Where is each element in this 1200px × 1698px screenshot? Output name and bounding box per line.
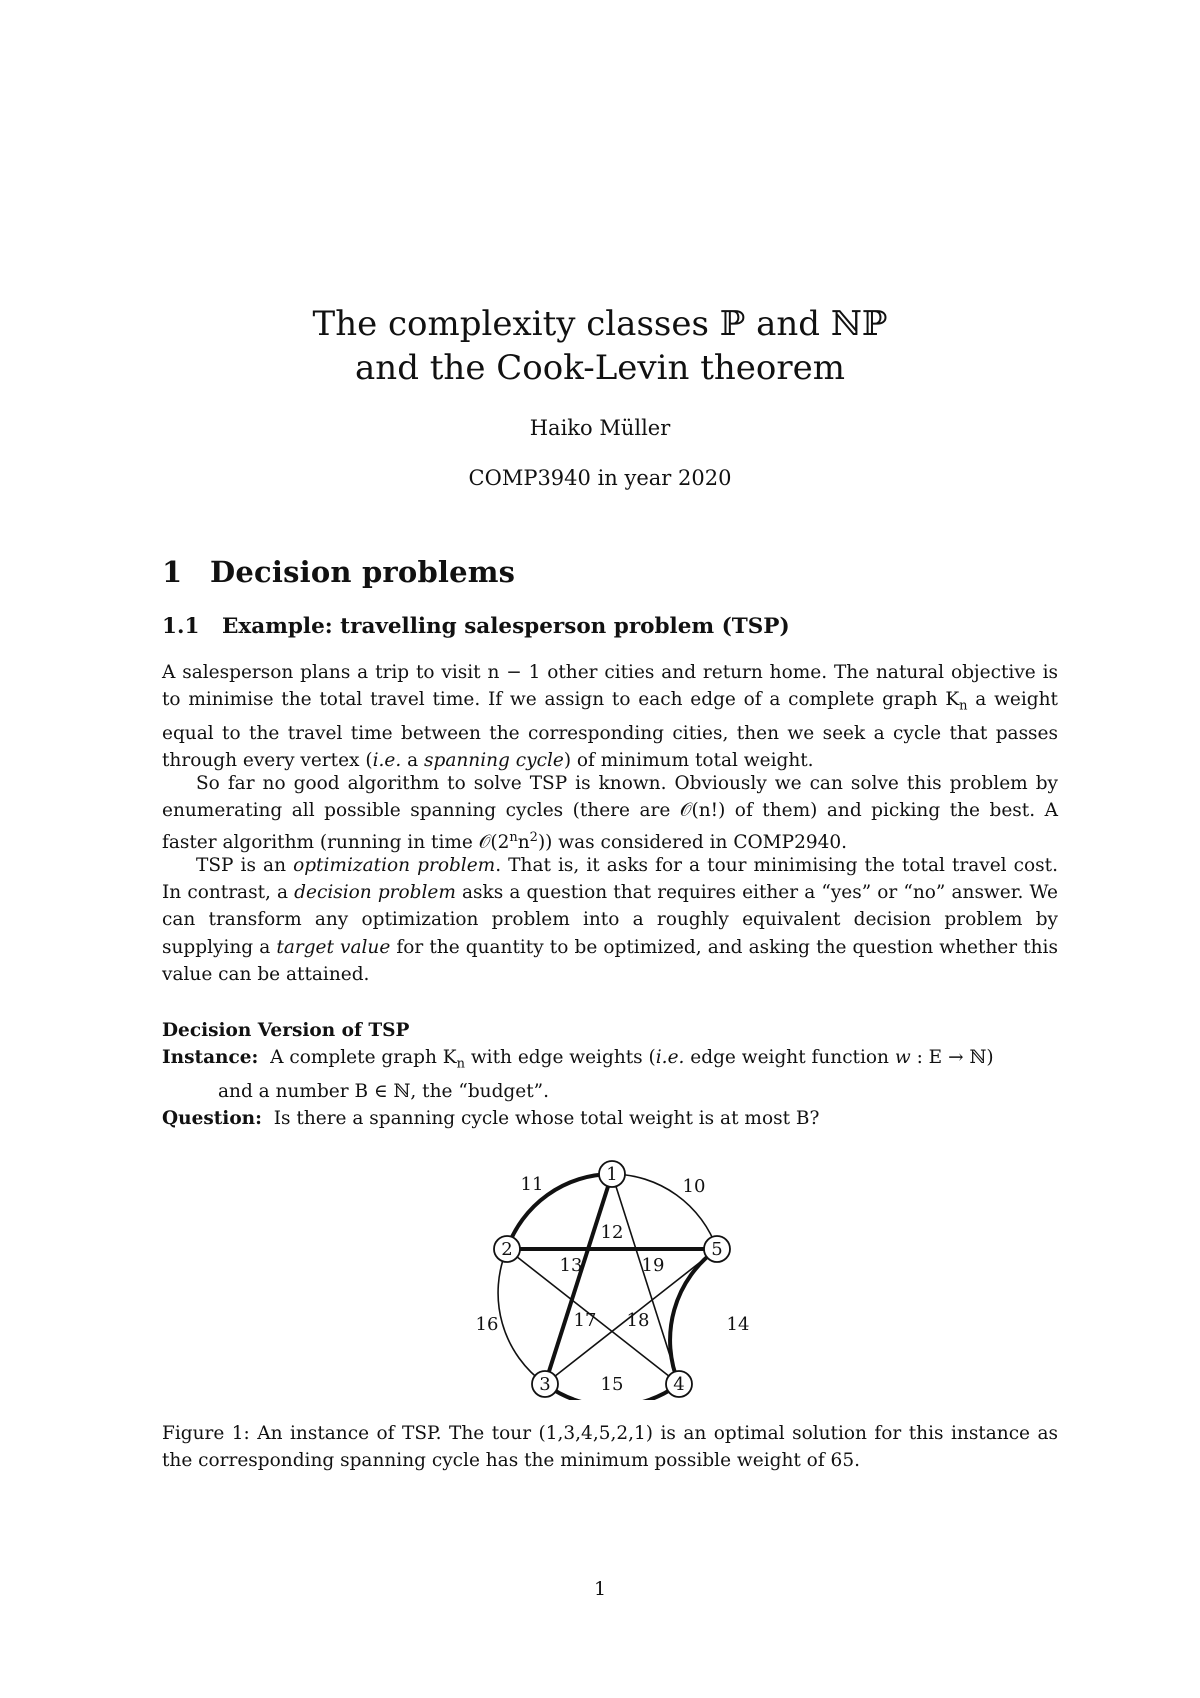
edge-weight-label: 16 — [475, 1314, 499, 1335]
emphasis: i.e. — [372, 750, 402, 772]
edge-weight-label: 10 — [682, 1176, 706, 1197]
edge-weight-label: 15 — [600, 1374, 624, 1395]
subsection-number: 1.1 — [162, 614, 200, 639]
text-run: for the quantity to be optimized, and asking the question whether this value can be attained. — [162, 936, 1058, 985]
question-line — [162, 1105, 1058, 1132]
paragraph-3 — [162, 852, 1058, 988]
instance-line — [162, 1044, 1058, 1078]
graph-edge-1-3 — [545, 1174, 612, 1384]
instance-label: Instance: — [162, 1047, 259, 1069]
vertex-label: 3 — [539, 1374, 551, 1395]
edge-weight-label: 19 — [641, 1255, 665, 1276]
superscript: n — [509, 830, 518, 846]
emphasis: target value — [276, 936, 391, 958]
emphasis: i.e. — [655, 1047, 685, 1069]
text-run: : E → ℕ) — [910, 1047, 994, 1069]
emphasis: decision problem — [294, 882, 456, 904]
text-run: ) of minimum total weight. — [563, 750, 814, 772]
vertex-label: 4 — [673, 1374, 685, 1395]
vertex-label: 1 — [606, 1164, 618, 1185]
paragraph-2 — [162, 770, 1058, 857]
text-run: . That is, it asks for a tour minimising the total travel cost. In contrast, a — [162, 855, 1058, 904]
question-text: Is there a spanning cycle whose total weight is at most B? — [273, 1108, 820, 1130]
edge-weight-label: 11 — [520, 1174, 544, 1195]
figure-caption: Figure 1: An instance of TSP. The tour (1,3,4,5,2,1) is an optimal solution for this instance as the corresponding spanning cycle has the minimum possible weight of 65. — [162, 1423, 1058, 1472]
emphasis: w — [894, 1047, 911, 1069]
section-title: Decision problems — [210, 555, 516, 589]
edge-weight-label: 12 — [600, 1222, 624, 1243]
graph-edge-4-5 — [670, 1249, 717, 1384]
decision-problem-definition — [162, 1017, 1058, 1133]
text-run: a weight equal to the travel time between the corresponding cities, then we seek a cycle that passes through every vertex ( — [162, 689, 1058, 772]
edge-weight-label: 14 — [726, 1314, 750, 1335]
paragraph-1 — [162, 659, 1058, 775]
vertex-label: 2 — [501, 1239, 513, 1260]
author: Haiko Müller — [529, 416, 671, 440]
subsection-heading — [162, 614, 790, 639]
text-run: A complete graph K — [270, 1047, 457, 1069]
edge-weight-label: 13 — [559, 1255, 583, 1276]
title-line-1: The complexity classes ℙ and ℕℙ — [312, 304, 888, 344]
superscript: 2 — [529, 830, 538, 846]
text-run: a — [401, 750, 425, 772]
text-run: n — [517, 832, 530, 854]
page-number: 1 — [593, 1578, 607, 1600]
text-run: TSP is an — [196, 855, 294, 876]
question-label: Question: — [162, 1108, 262, 1130]
section-heading — [162, 555, 515, 589]
vertex-label: 5 — [711, 1239, 723, 1260]
title-line-2: and the Cook-Levin theorem — [355, 348, 845, 388]
subscript: n — [456, 1056, 465, 1072]
emphasis: optimization problem — [293, 855, 496, 876]
section-number: 1 — [162, 555, 183, 589]
emphasis: spanning cycle — [424, 750, 564, 772]
tsp-graph-figure — [462, 1148, 762, 1400]
subscript: n — [959, 698, 968, 714]
text-run: )) was considered in COMP2940. — [537, 832, 848, 854]
edge-weight-label: 18 — [626, 1310, 650, 1331]
course-line: COMP3940 in year 2020 — [468, 466, 732, 490]
graph-edge-2-3 — [498, 1249, 545, 1384]
text-run: edge weight function — [684, 1047, 895, 1069]
subsection-title: Example: travelling salesperson problem (TSP) — [222, 614, 790, 639]
text-run: with edge weights ( — [464, 1047, 656, 1069]
edge-weight-label: 17 — [573, 1310, 597, 1331]
text-run: So far no good algorithm to solve TSP is known. Obviously we can solve this problem by enumerating all possible spanning cycles (there are 𝒪(n!) of them) and picking the best. A faster algorithm (running in time 𝒪(2 — [162, 773, 1058, 854]
text-run: asks a question that requires either a “yes” or “no” answer. We can transform any optimization problem into a roughly equivalent decision problem by supplying a — [162, 882, 1058, 958]
text-run: A salesperson plans a trip to visit n − 1 other cities and return home. The natural objective is to minimise the total travel time. If we assign to each edge of a complete graph K — [162, 662, 1058, 711]
paper-title — [0, 302, 1200, 390]
instance-continuation: and a number B ∈ ℕ, the “budget”. — [218, 1081, 549, 1103]
definition-heading: Decision Version of TSP — [162, 1020, 410, 1041]
